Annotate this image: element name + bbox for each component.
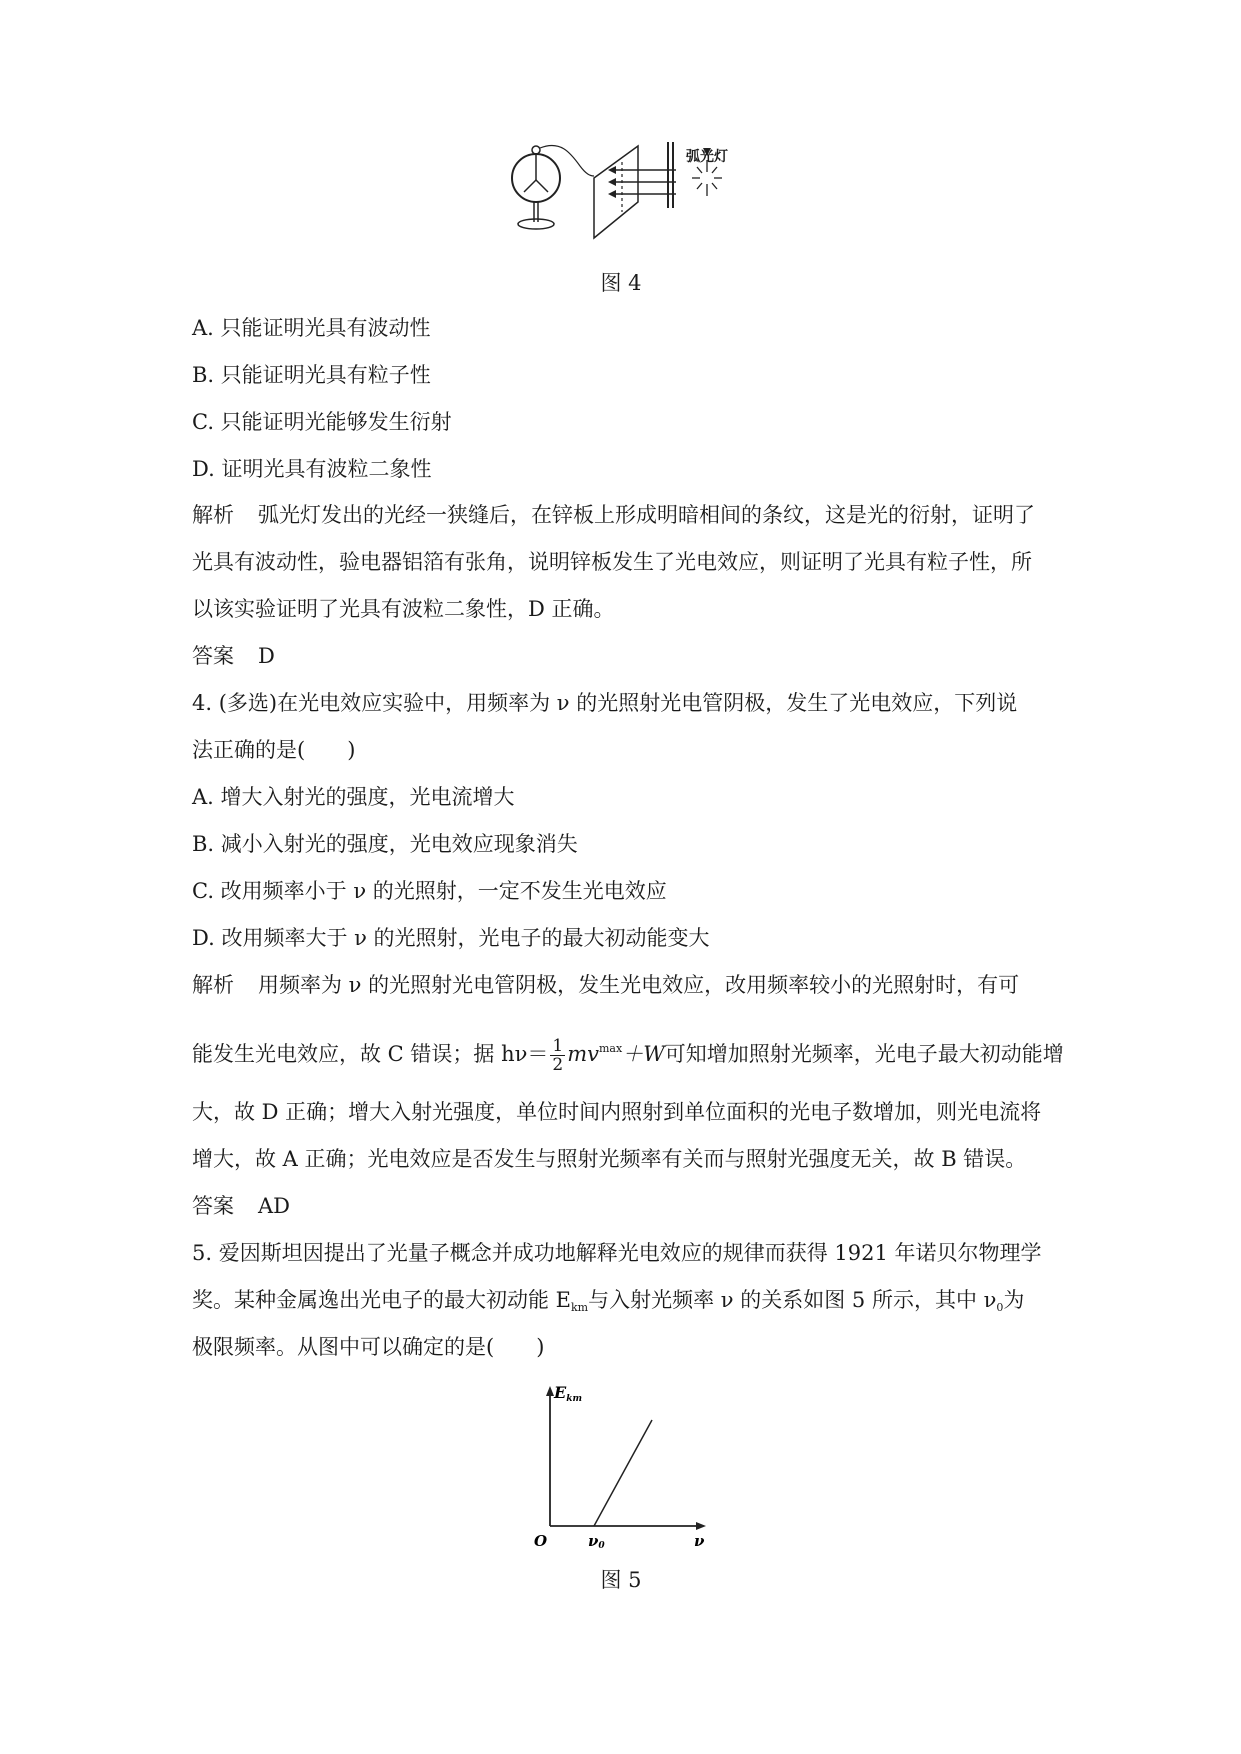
q3-answer-value: D <box>258 644 275 668</box>
q4-stem-line-2: 法正确的是( ) <box>192 738 356 762</box>
q4-option-c: C. 改用频率小于 ν 的光照射，一定不发生光电效应 <box>192 879 667 903</box>
q3-analysis-line-2: 光具有波动性，验电器铝箔有张角，说明锌板发生了光电效应，则证明了光具有粒子性，所 <box>192 550 1032 574</box>
formula-work: ＋W <box>622 1042 665 1066</box>
fraction-denominator: 2 <box>552 1055 564 1075</box>
q4-answer <box>192 1191 1052 1221</box>
arrow-head-2 <box>608 178 616 186</box>
q5-stem-text-2c: 为 <box>1003 1288 1025 1312</box>
q4-analysis-line-3: 大，故 D 正确；增大入射光强度，单位时间内照射到单位面积的光电子数增加，则光电流将 <box>192 1100 1042 1124</box>
q3-analysis-line-3: 以该实验证明了光具有波粒二象性，D 正确。 <box>192 597 615 621</box>
connecting-wire <box>540 145 594 176</box>
q3-analysis-text-1: 弧光灯发出的光经一狭缝后，在锌板上形成明暗相间的条纹，这是光的衍射，证明了 <box>258 503 1035 527</box>
electroscope-base <box>518 219 554 229</box>
q4-analysis-text-2b: 可知增加照射光频率，光电子最大初动能增 <box>664 1042 1064 1066</box>
q5-stem-text-2b: 与入射光频率 ν 的关系如图 5 所示，其中 ν <box>588 1288 997 1312</box>
q4-stem-line-1: 4. (多选)在光电效应实验中，用频率为 ν 的光照射光电管阴极，发生了光电效应，下列说 <box>192 691 1018 715</box>
q3-analysis-label: 解析 <box>192 503 234 527</box>
q4-option-b: B. 减小入射光的强度，光电效应现象消失 <box>192 832 578 856</box>
q3-analysis-line-1 <box>192 500 1052 530</box>
q3-option-c: C. 只能证明光能够发生衍射 <box>192 410 452 434</box>
arc-lamp-label: 弧光灯 <box>686 149 728 165</box>
y-axis-arrow-icon <box>546 1386 554 1396</box>
q5-ekm-subscript: km <box>571 1301 589 1314</box>
q5-stem-line-3: 极限频率。从图中可以确定的是( ) <box>192 1335 545 1359</box>
q5-stem-line-1: 5. 爱因斯坦因提出了光量子概念并成功地解释光电效应的规律而获得 1921 年诺贝尔物理学 <box>192 1241 1042 1265</box>
q4-analysis-line-4: 增大，故 A 正确；光电效应是否发生与照射光频率有关而与照射光强度无关，故 B 错误。 <box>192 1147 1027 1171</box>
y-axis-label: Ekm <box>554 1383 582 1404</box>
q4-analysis-line-1 <box>192 970 1052 1000</box>
formula-mv: mv <box>567 1042 599 1066</box>
ekm-line <box>594 1420 652 1526</box>
x-axis-label: ν <box>694 1532 705 1550</box>
fraction-numerator: 1 <box>552 1036 564 1056</box>
figure-4-caption: 图 4 <box>600 271 642 295</box>
electroscope-knob <box>532 146 540 154</box>
figure-5-graph <box>530 1380 720 1560</box>
figure-5-caption: 图 5 <box>600 1568 642 1592</box>
q4-analysis-line-2 <box>192 1034 1064 1075</box>
electroscope-leaf-left <box>524 180 536 192</box>
q5-nu0-subscript: 0 <box>996 1301 1004 1314</box>
q4-analysis-text-2a: 能发生光电效应，故 C 错误；据 hν＝ <box>192 1042 549 1066</box>
q3-answer-label: 答案 <box>192 644 234 668</box>
q4-analysis-text-1: 用频率为 ν 的光照射光电管阴极，发生光电效应，改用频率较小的光照射时，有可 <box>258 973 1020 997</box>
origin-label: O <box>534 1532 548 1550</box>
q3-option-a: A. 只能证明光具有波动性 <box>192 316 431 340</box>
q3-answer <box>192 641 1052 671</box>
formula-fraction <box>550 1037 565 1074</box>
x-axis-arrow-icon <box>696 1522 706 1530</box>
q4-option-a: A. 增大入射光的强度，光电流增大 <box>192 785 515 809</box>
formula-superscript: max <box>599 1042 623 1055</box>
q3-option-b: B. 只能证明光具有粒子性 <box>192 363 431 387</box>
q5-stem-line-2 <box>192 1285 1052 1323</box>
q5-stem-text-2a: 奖。某种金属逸出光电子的最大初动能 E <box>192 1288 572 1312</box>
q3-option-d: D. 证明光具有波粒二象性 <box>192 457 432 481</box>
q4-analysis-label: 解析 <box>192 973 234 997</box>
x-tick-nu0-label: ν0 <box>588 1532 605 1551</box>
q4-answer-label: 答案 <box>192 1194 234 1218</box>
q4-option-d: D. 改用频率大于 ν 的光照射，光电子的最大初动能变大 <box>192 926 710 950</box>
q4-answer-value: AD <box>258 1194 291 1218</box>
electroscope-leaf-right <box>536 180 548 192</box>
arrow-head-3 <box>608 190 616 198</box>
